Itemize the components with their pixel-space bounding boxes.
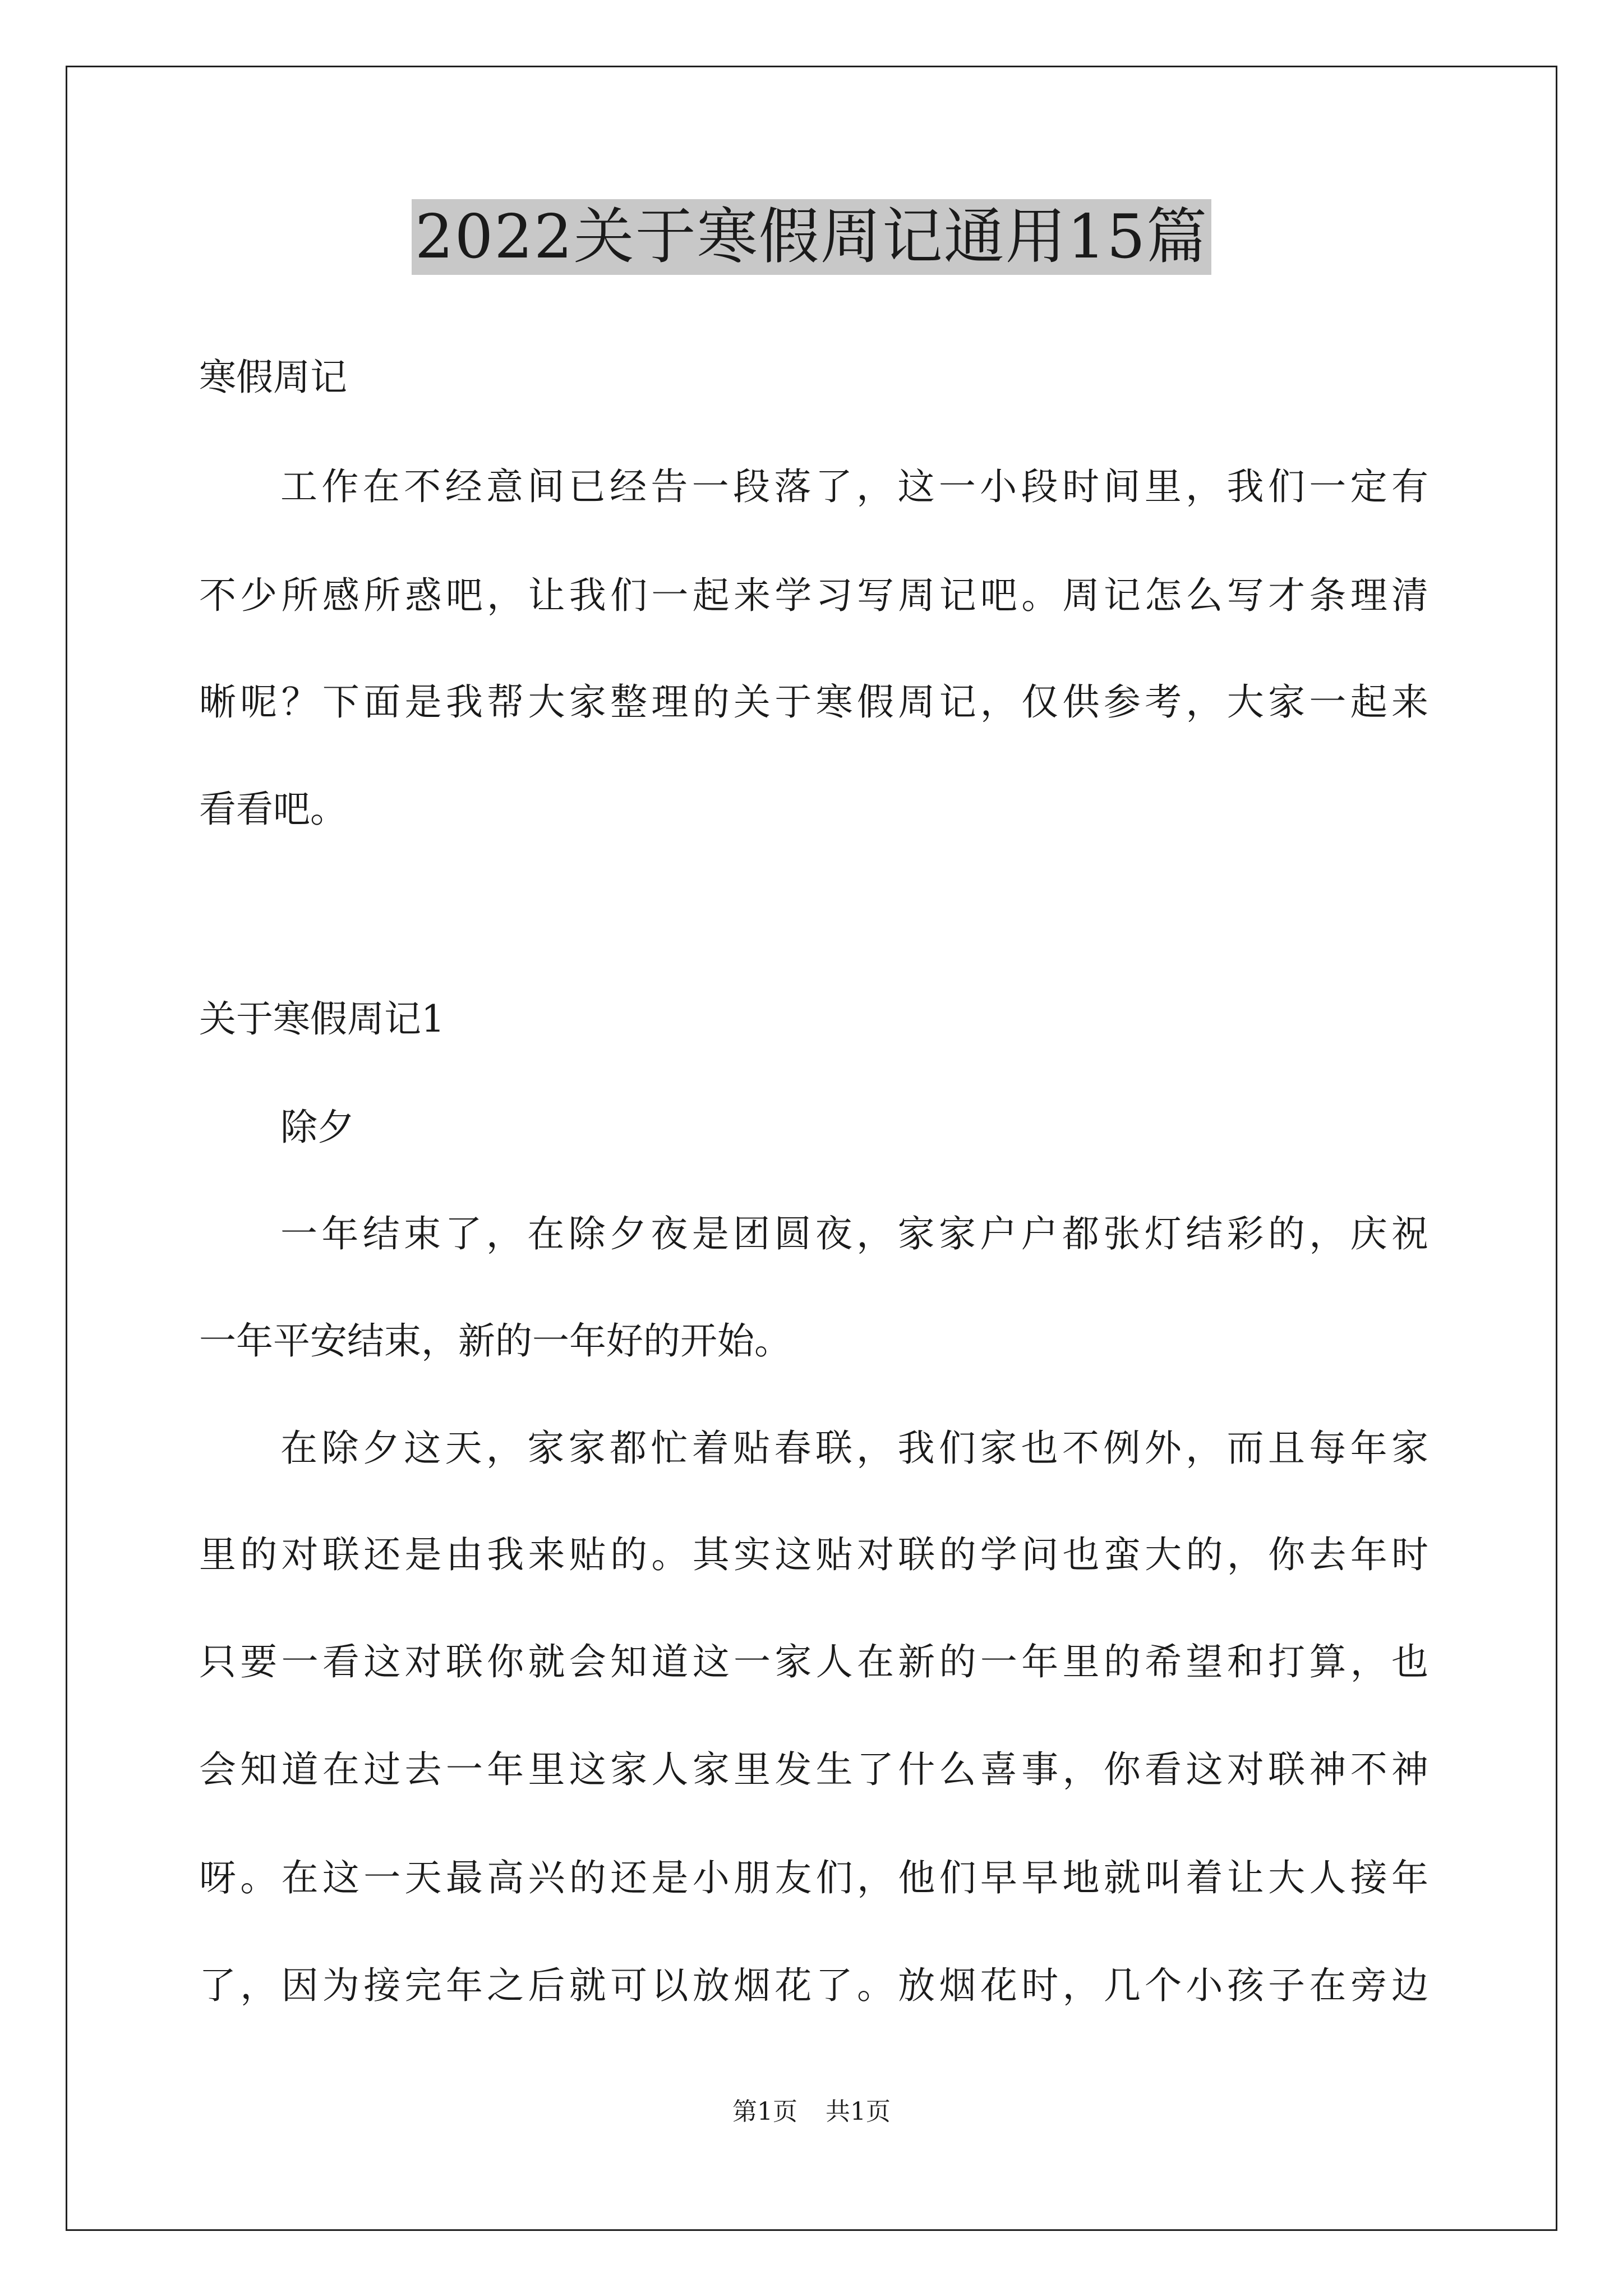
paragraph2-line-6: 了，因为接完年之后就可以放烟花了。放烟花时，几个小孩子在旁边	[199, 1964, 1428, 2007]
intro-line-3: 晰呢？下面是我帮大家整理的关于寒假周记，仅供参考，大家一起来	[199, 680, 1428, 724]
page-footer	[0, 2095, 1623, 2129]
section-heading: 寒假周记	[199, 356, 347, 399]
intro-line-2: 不少所感所惑吧，让我们一起来学习写周记吧。周记怎么写才条理清	[199, 574, 1428, 617]
article-subtitle: 除夕	[280, 1106, 354, 1149]
article-heading: 关于寒假周记1	[199, 997, 445, 1041]
paragraph2-line-3: 只要一看这对联你就会知道这一家人在新的一年里的希望和打算，也	[199, 1640, 1428, 1683]
paragraph1-line-1: 一年结束了，在除夕夜是团圆夜，家家户户都张灯结彩的，庆祝	[280, 1212, 1428, 1255]
paragraph1-line-2: 一年平安结束，新的一年好的开始。	[199, 1319, 791, 1363]
intro-line-1: 工作在不经意间已经告一段落了，这一小段时间里，我们一定有	[280, 465, 1428, 508]
document-title: 2022关于寒假周记通用15篇	[412, 199, 1211, 275]
intro-line-4: 看看吧。	[199, 788, 347, 831]
paragraph2-line-2: 里的对联还是由我来贴的。其实这贴对联的学问也蛮大的，你去年时	[199, 1533, 1428, 1576]
paragraph2-line-1: 在除夕这天，家家都忙着贴春联，我们家也不例外，而且每年家	[280, 1427, 1428, 1470]
paragraph2-line-4: 会知道在过去一年里这家人家里发生了什么喜事，你看这对联神不神	[199, 1748, 1428, 1791]
page-total: 共1页	[826, 2097, 891, 2126]
paragraph2-line-5: 呀。在这一天最高兴的还是小朋友们，他们早早地就叫着让大人接年	[199, 1856, 1428, 1899]
title-container	[0, 199, 1623, 275]
page-number: 第1页	[732, 2097, 797, 2126]
